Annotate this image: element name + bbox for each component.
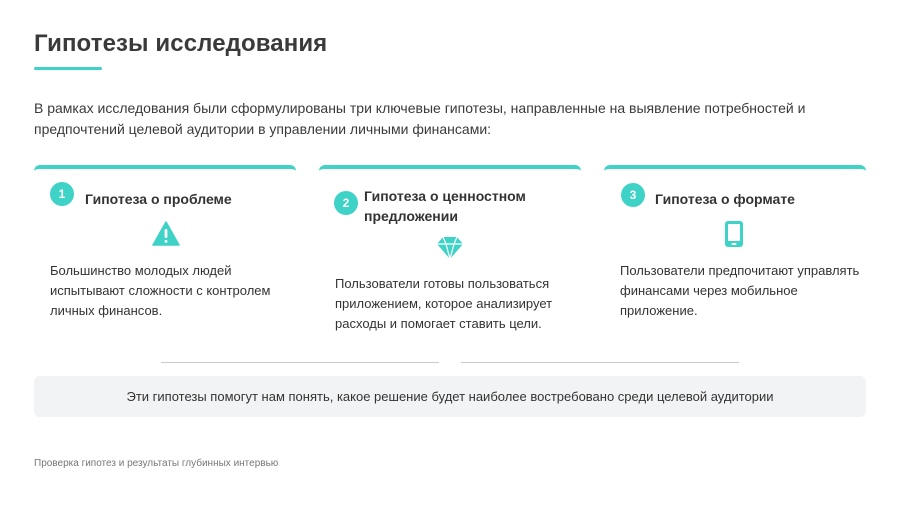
- summary-text: Эти гипотезы помогут нам понять, какое решение будет наиболее востребовано среди целевой аудитории: [126, 389, 774, 404]
- title-underline: [34, 67, 102, 70]
- card-text: Пользователи готовы пользоваться приложением, которое анализирует расходы и помогает ставить цели.: [335, 276, 553, 331]
- hypothesis-card-problem: [34, 165, 296, 340]
- card-title: Гипотеза о формате: [655, 191, 795, 207]
- divider: [461, 362, 739, 363]
- divider: [161, 362, 439, 363]
- hypothesis-card-value-proposition: [319, 165, 581, 340]
- card-text: Большинство молодых людей испытывают сложности с контролем личных финансов.: [50, 263, 271, 318]
- smartphone-icon: [724, 220, 744, 253]
- card-number-badge: 1: [50, 182, 74, 206]
- card-title: Гипотеза о ценностном предложении: [364, 188, 526, 224]
- card-number-badge: 3: [621, 183, 645, 207]
- card-number-badge: 2: [334, 191, 358, 215]
- hypothesis-card-format: [604, 165, 866, 340]
- page-title: Гипотезы исследования: [34, 30, 328, 57]
- intro-paragraph: В рамках исследования были сформулированы три ключевые гипотезы, направленные на выявление потребностей и предпочтений целевой аудитории в управлении личными финансами:: [34, 100, 806, 137]
- summary-box: [34, 376, 866, 417]
- diamond-icon: [436, 236, 464, 265]
- footer-caption: Проверка гипотез и результаты глубинных интервью: [34, 458, 279, 469]
- card-title: Гипотеза о проблеме: [85, 191, 232, 207]
- card-text: Пользователи предпочитают управлять финансами через мобильное приложение.: [620, 263, 860, 318]
- warning-triangle-icon: [152, 221, 180, 252]
